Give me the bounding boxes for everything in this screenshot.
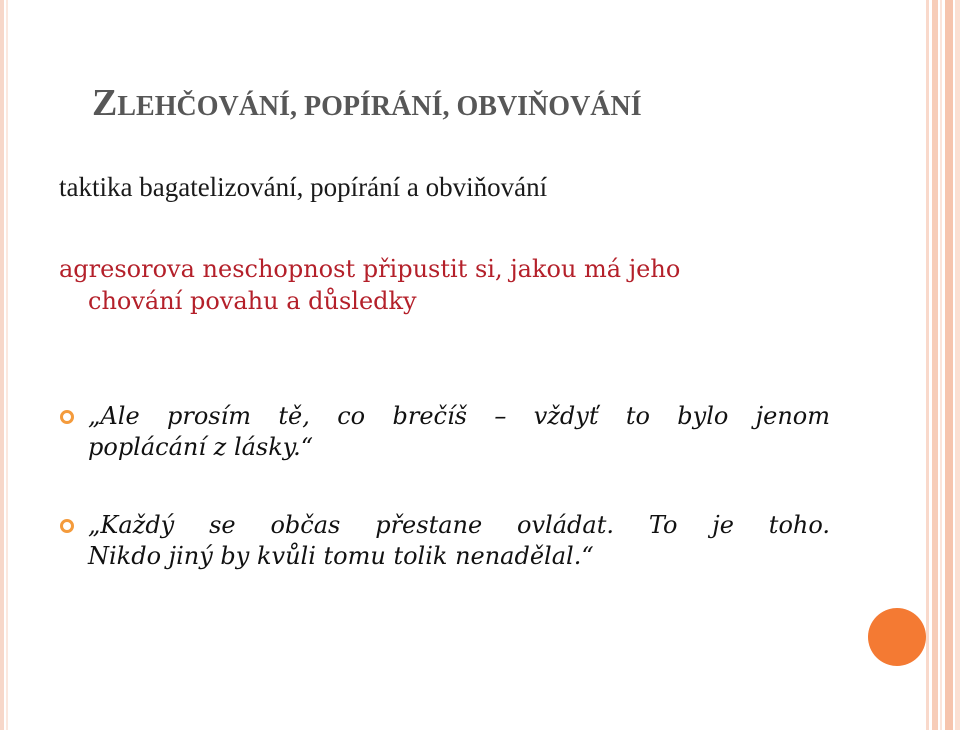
left-border-decoration bbox=[0, 0, 4, 730]
definition-line-2: chování povahu a důsledky bbox=[88, 287, 417, 315]
ring-bullet-icon bbox=[60, 410, 74, 424]
quote-item bbox=[88, 401, 830, 463]
definition-line-1: agresorova neschopnost připustit si, jakou má jeho bbox=[59, 255, 681, 283]
slide-title-rest: LEHČOVÁNÍ, POPÍRÁNÍ, OBVIŇOVÁNÍ bbox=[117, 91, 642, 122]
quote-item bbox=[88, 510, 830, 572]
right-stripe-decoration bbox=[945, 0, 953, 730]
right-stripe-decoration bbox=[940, 0, 942, 730]
subtitle-text: taktika bagatelizování, popírání a obviňování bbox=[59, 172, 548, 202]
slide-title bbox=[92, 84, 642, 122]
quote-line: poplácání z lásky.“ bbox=[88, 433, 314, 461]
ring-bullet-icon bbox=[60, 519, 74, 533]
orange-circle-icon bbox=[868, 608, 926, 666]
right-stripe-decoration bbox=[932, 0, 938, 730]
left-border-decoration-inner bbox=[6, 0, 8, 730]
quote-line: „Každý se občas přestane ovládat. To je toho. bbox=[88, 511, 830, 539]
right-stripe-decoration bbox=[926, 0, 929, 730]
right-stripe-decoration bbox=[955, 0, 960, 730]
quote-line: Nikdo jiný by kvůli tomu tolik nenadělal.“ bbox=[88, 542, 594, 570]
quote-line: „Ale prosím tě, co brečíš – vždyť to bylo jenom bbox=[88, 402, 830, 430]
definition-text bbox=[59, 253, 849, 317]
slide-title-initial: Z bbox=[92, 82, 118, 124]
